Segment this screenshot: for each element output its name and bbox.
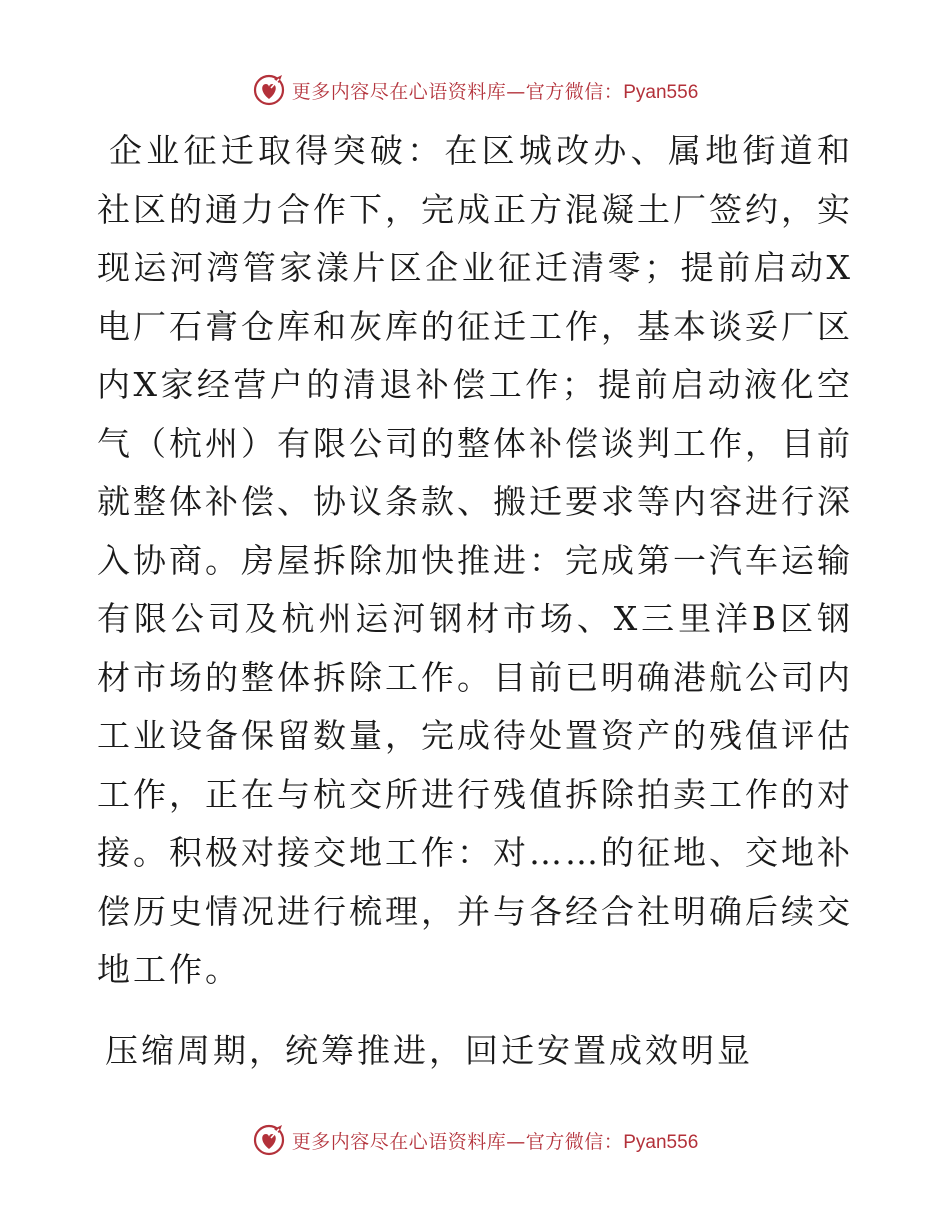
watermark-text [292, 77, 699, 104]
watermark-wechat-id: Pyan556 [623, 1131, 699, 1153]
heart-pen-logo-icon [252, 73, 286, 107]
document-body [97, 122, 853, 1080]
heart-pen-logo-icon [252, 1123, 286, 1157]
footer-watermark [0, 1120, 950, 1160]
body-paragraph: 企业征迁取得突破：在区城改办、属地街道和社区的通力合作下，完成正方混凝土厂签约，实现运河湾管家漾片区企业征迁清零；提前启动X电厂石膏仓库和灰库的征迁工作，基本谈妥厂区内X家经营户的清退补偿工作；提前启动液化空气（杭州）有限公司的整体补偿谈判工作，目前就整体补偿、协议条款、搬迁要求等内容进行深入协商。房屋拆除加快推进：完成第一汽车运输有限公司及杭州运河钢材市场、X三里洋B区钢材市场的整体拆除工作。目前已明确港航公司内工业设备保留数量，完成待处置资产的残值评估工作，正在与杭交所进行残值拆除拍卖工作的对接。积极对接交地工作：对……的征地、交地补偿历史情况进行梳理，并与各经合社明确后续交地工作。 [97, 131, 853, 989]
watermark-wechat-id: Pyan556 [623, 81, 699, 103]
watermark-label: 更多内容尽在心语资料库—官方微信： [291, 1130, 624, 1153]
watermark-label: 更多内容尽在心语资料库—官方微信： [291, 80, 624, 103]
section-heading: 压缩周期，统筹推进，回迁安置成效明显 [105, 1030, 753, 1070]
watermark-text [292, 1127, 699, 1154]
header-watermark [0, 70, 950, 110]
